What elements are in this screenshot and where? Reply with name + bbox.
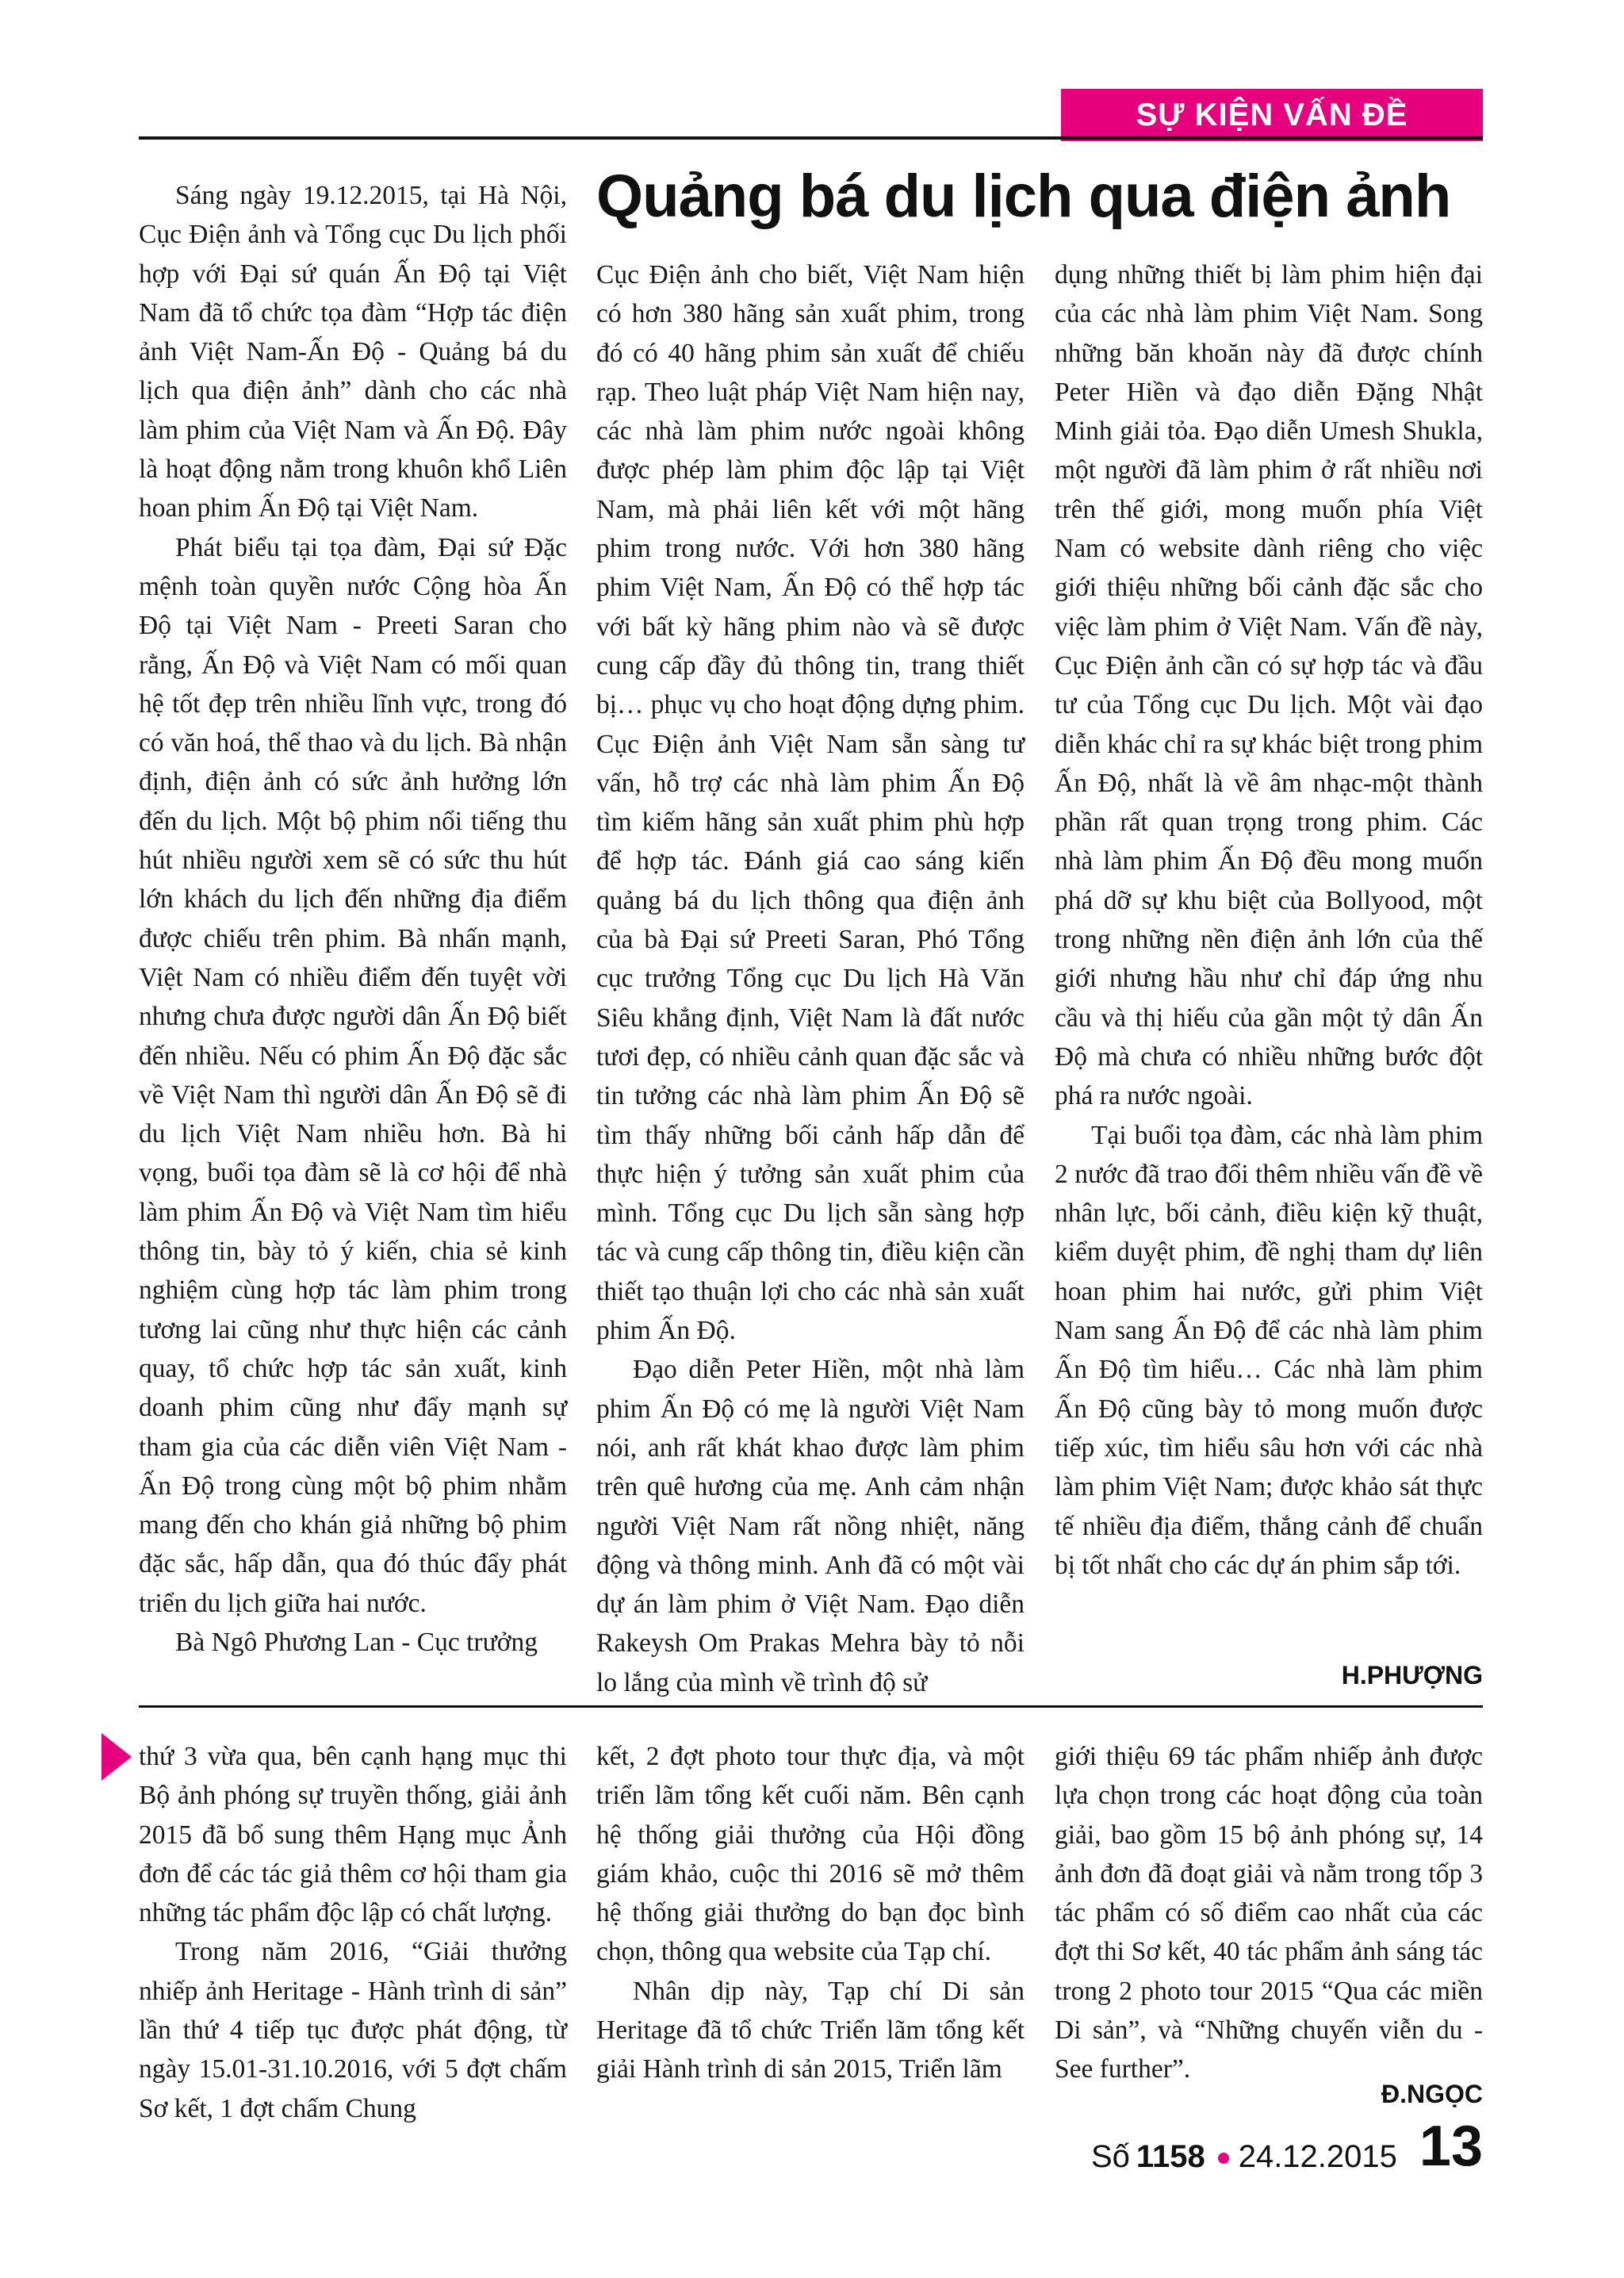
top-divider — [139, 136, 1483, 140]
bullet-dot-icon — [1218, 2153, 1229, 2164]
paragraph: Sáng ngày 19.12.2015, tại Hà Nội, Cục Điện ảnh và Tổng cục Du lịch phối hợp với Đại sứ quán Ấn Độ tại Việt Nam đã tổ chức tọa đàm “Hợp tác điện ảnh Việt Nam-Ấn Độ - Quảng bá du lịch qua điện ảnh” dành cho các nhà làm phim của Việt Nam và Ấn Độ. Đây là hoạt động nằm trong khuôn khổ Liên hoan phim Ấn Độ tại Việt Nam. — [139, 181, 567, 523]
paragraph: Phát biểu tại tọa đàm, Đại sứ Đặc mệnh toàn quyền nước Cộng hòa Ấn Độ tại Việt Nam - Preeti Saran cho rằng, Ấn Độ và Việt Nam có mối quan hệ tốt đẹp trên nhiều lĩnh vực, trong đó có văn hoá, thể thao và du lịch. Bà nhận định, điện ảnh có sức ảnh hưởng lớn đến du lịch. Một bộ phim nổi tiếng thu hút nhiều người xem sẽ có sức thu hút lớn khách du lịch đến những địa điểm được chiếu trên phim. Bà nhấn mạnh, Việt Nam có nhiều điểm đến tuyệt vời nhưng chưa được người dân Ấn Độ biết đến nhiều. Nếu có phim Ấn Độ đặc sắc về Việt Nam thì người dân Ấn Độ sẽ đi du lịch Việt Nam nhiều hơn. Bà hi vọng, buổi tọa đàm sẽ là cơ hội để nhà làm phim Ấn Độ và Việt Nam tìm hiểu thông tin, bày tỏ ý kiến, chia sẻ kinh nghiệm cùng hợp tác làm phim trong tương lai cũng như thực hiện các cảnh quay, tổ chức hợp tác sản xuất, kinh doanh phim cũng như đẩy mạnh sự tham gia của các diễn viên Việt Nam - Ấn Độ trong cùng một bộ phim nhằm mang đến cho khán giả những bộ phim đặc sắc, hấp dẫn, qua đó thúc đẩy phát triển du lịch giữa hai nước. — [139, 532, 567, 1618]
page-number: 13 — [1419, 2115, 1483, 2178]
continuation-arrow-icon — [102, 1733, 132, 1781]
paragraph: Cục Điện ảnh cho biết, Việt Nam hiện có hơn 380 hãng sản xuất phim, trong đó có 40 hãng phim sản xuất để chiếu rạp. Theo luật pháp Việt Nam hiện nay, các nhà làm phim nước ngoài không được phép làm phim độc lập tại Việt Nam, mà phải liên kết với một hãng phim trong nước. Với hơn 380 hãng phim Việt Nam, Ấn Độ có thể hợp tác với bất kỳ hãng phim nào và sẽ được cung cấp đầy đủ thông tin, trang thiết bị… phục vụ cho hoạt động dựng phim. Cục Điện ảnh Việt Nam sẵn sàng tư vấn, hỗ trợ các nhà làm phim Ấn Độ tìm kiếm hãng sản xuất phim phù hợp để hợp tác. Đánh giá cao sáng kiến quảng bá du lịch thông qua điện ảnh của bà Đại sứ Preeti Saran, Phó Tổng cục trưởng Tổng cục Du lịch Hà Văn Siêu khẳng định, Việt Nam là đất nước tươi đẹp, có nhiều cảnh quan đặc sắc và tin tưởng các nhà làm phim Ấn Độ sẽ tìm thấy những bối cảnh hấp dẫn để thực hiện ý tưởng sản xuất phim của mình. Tổng cục Du lịch sẵn sàng hợp tác và cung cấp thông tin, điều kiện cần thiết tạo thuận lợi cho các nhà sản xuất phim Ấn Độ. — [596, 260, 1025, 1346]
paragraph: kết, 2 đợt photo tour thực địa, và một triển lãm tổng kết cuối năm. Bên cạnh hệ thống giải thưởng của Hội đồng giám khảo, cuộc thi 2016 sẽ mở thêm hệ thống giải thưởng do bạn đọc bình chọn, thông qua website của Tạp chí. — [596, 1742, 1025, 1967]
paragraph: thứ 3 vừa qua, bên cạnh hạng mục thi Bộ ảnh phóng sự truyền thống, giải ảnh 2015 đã bổ sung thêm Hạng mục Ảnh đơn để các tác giả thêm cơ hội tham gia những tác phẩm độc lập có chất lượng. — [139, 1742, 567, 1928]
article2-column-3 — [1055, 1737, 1483, 2089]
paragraph: giới thiệu 69 tác phẩm nhiếp ảnh được lựa chọn trong các hoạt động của toàn giải, bao gồm 15 bộ ảnh phóng sự, 14 ảnh đơn đã đoạt giải và nằm trong tốp 3 tác phẩm có số điểm cao nhất của các đợt thi Sơ kết, 40 tác phẩm ảnh sáng tác trong 2 photo tour 2015 “Qua các miền Di sản”, và “Những chuyến viễn du - See further”. — [1055, 1742, 1483, 2084]
article2-byline: Đ.NGỌC — [1381, 2080, 1483, 2108]
article1-byline: H.PHƯỢNG — [1341, 1661, 1483, 1689]
article1-column-3 — [1055, 255, 1483, 1585]
article1-column-1 — [139, 176, 567, 1662]
issue-number: 1158 — [1136, 2139, 1205, 2174]
article2-column-2 — [596, 1737, 1025, 2089]
paragraph: Nhân dịp này, Tạp chí Di sản Heritage đã tổ chức Triển lãm tổng kết giải Hành trình di sản 2015, Triển lãm — [596, 1976, 1025, 2084]
paragraph: Bà Ngô Phương Lan - Cục trưởng — [175, 1627, 538, 1657]
headline: Quảng bá du lịch qua điện ảnh — [596, 163, 1451, 230]
article-divider — [139, 1705, 1483, 1708]
paragraph: dụng những thiết bị làm phim hiện đại của các nhà làm phim Việt Nam. Song những băn khoăn này đã được chính Peter Hiền và đạo diễn Đặng Nhật Minh giải tỏa. Đạo diễn Umesh Shukla, một người đã làm phim ở rất nhiều nơi trên thế giới, mong muốn phía Việt Nam có website dành riêng cho việc giới thiệu những bối cảnh đặc sắc cho việc làm phim ở Việt Nam. Vấn đề này, Cục Điện ảnh cần có sự hợp tác và đầu tư của Tổng cục Du lịch. Một vài đạo diễn khác chỉ ra sự khác biệt trong phim Ấn Độ, nhất là về âm nhạc-một thành phần rất quan trọng trong phim. Các nhà làm phim Ấn Độ đều mong muốn phá dỡ sự khu biệt của Bollyood, một trong những nền điện ảnh lớn của thế giới nhưng hầu như chỉ đáp ứng nhu cầu và thị hiếu của gần một tỷ dân Ấn Độ mà chưa có nhiều những bước đột phá ra nước ngoài. — [1055, 260, 1483, 1111]
section-label: SỰ KIỆN VẤN ĐỀ — [1136, 97, 1408, 132]
paragraph: Tại buổi tọa đàm, các nhà làm phim 2 nước đã trao đổi thêm nhiều vấn đề về nhân lực, bối cảnh, điều kiện kỹ thuật, kiểm duyệt phim, đề nghị tham dự liên hoan phim hai nước, gửi phim Việt Nam sang Ấn Độ để các nhà làm phim Ấn Độ tìm hiểu… Các nhà làm phim Ấn Độ cũng bày tỏ mong muốn được tiếp xúc, tìm hiểu sâu hơn với các nhà làm phim Việt Nam; được khảo sát thực tế nhiều địa điểm, thắng cảnh để chuẩn bị tốt nhất cho các dự án phim sắp tới. — [1055, 1120, 1483, 1580]
issue-label: Số — [1090, 2139, 1130, 2174]
paragraph: Đạo diễn Peter Hiền, một nhà làm phim Ấn Độ có mẹ là người Việt Nam nói, anh rất khát khao được làm phim trên quê hương của mẹ. Anh cảm nhận người Việt Nam rất nồng nhiệt, năng động và thông minh. Anh đã có một vài dự án làm phim ở Việt Nam. Đạo diễn Rakeysh Om Prakas Mehra bày tỏ nỗi lo lắng của mình về trình độ sử — [596, 1355, 1025, 1697]
page-footer — [1090, 2111, 1483, 2178]
article1-column-2 — [596, 255, 1025, 1702]
article2-column-1 — [139, 1737, 567, 2128]
paragraph: Trong năm 2016, “Giải thưởng nhiếp ảnh Heritage - Hành trình di sản” lần thứ 4 tiếp tục được phát động, từ ngày 15.01-31.10.2016, với 5 đợt chấm Sơ kết, 1 đợt chấm Chung — [139, 1937, 567, 2123]
issue-date: 24.12.2015 — [1238, 2139, 1397, 2174]
section-banner — [1061, 89, 1483, 141]
